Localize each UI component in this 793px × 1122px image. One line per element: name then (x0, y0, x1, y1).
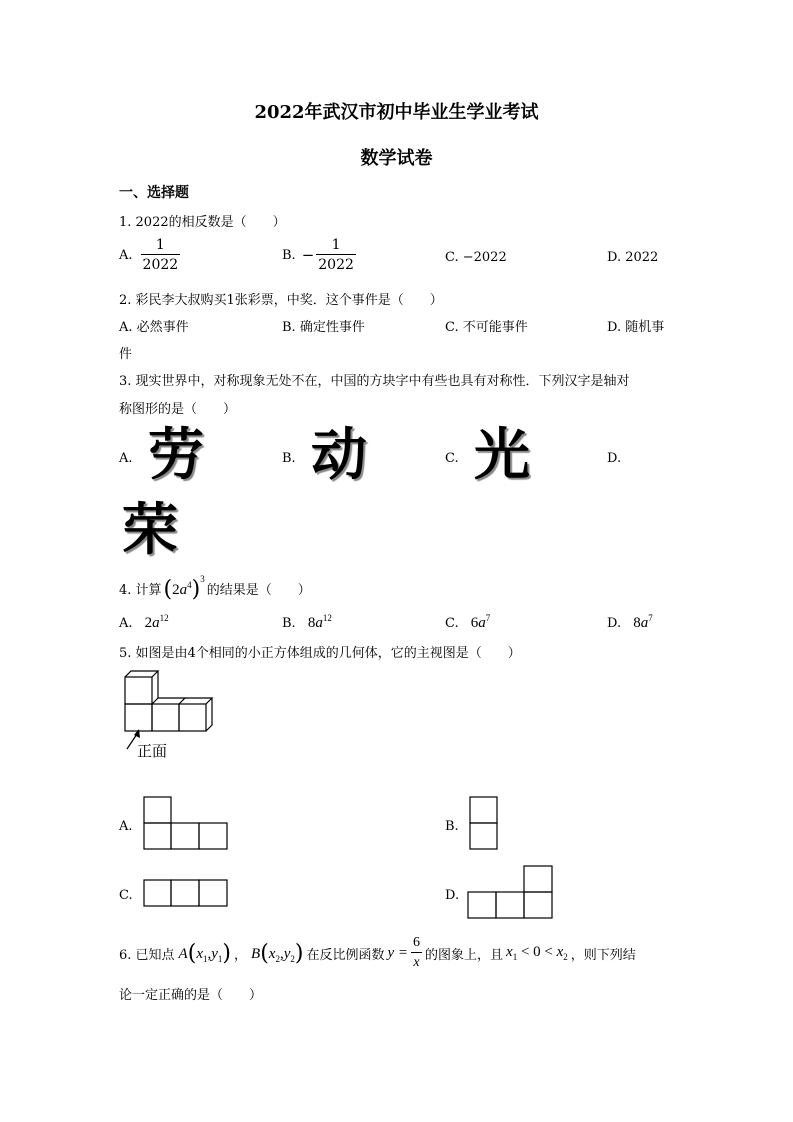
q1-option-a[interactable] (119, 238, 180, 272)
q5-option-b-label[interactable]: B. (445, 819, 459, 834)
exam-title: 2022年武汉市初中毕业生学业考试 (254, 102, 539, 123)
q1-option-c[interactable]: C. −2022 (445, 250, 507, 265)
q4-expression: $(2a^4)^3$ (163, 574, 205, 602)
numerator: 1 (331, 237, 341, 253)
numerator: 1 (155, 237, 165, 253)
fraction (141, 238, 181, 272)
q5-option-c-label[interactable]: C. (119, 888, 133, 903)
q5-option-a-figure[interactable] (143, 796, 229, 850)
function-expression: y = $\frac{6}{x}$ (387, 935, 421, 970)
point-a: $A(x_1,y_1)$ (178, 940, 231, 966)
q5-option-d-figure[interactable] (467, 865, 555, 919)
section-title: 一、选择题 (119, 185, 189, 201)
q4-stem-suffix: 的结果是（ ） (206, 582, 311, 598)
q4-option-c[interactable]: C. $6a^7$ (445, 613, 491, 631)
q6-suffix: ，则下列结 (570, 947, 636, 963)
q3-option-c-label[interactable]: C. (445, 451, 459, 466)
q4-option-d[interactable]: D. $8a^7$ (607, 613, 653, 631)
q3-stem-line1: 3. 现实世界中，对称现象无处不在，中国的方块字中有些也具有对称性．下列汉字是轴对 (119, 374, 630, 389)
minus-sign: − (301, 246, 315, 264)
q3-glyph-rong: 荣 (122, 498, 178, 563)
q4-option-b[interactable]: B. $8a^{12}$ (282, 613, 332, 631)
option-label: B. (282, 247, 296, 263)
q2-stem: 2. 彩民李大叔购买1张彩票，中奖．这个事件是（ ） (119, 293, 443, 308)
q6-mid2: 的图象上，且 (425, 947, 504, 963)
q6-stem-line1 (119, 936, 636, 970)
q3-option-a-label[interactable]: A. (119, 451, 133, 466)
q3-glyph-dong: 动 (311, 423, 367, 488)
q4-stem-prefix: 4. 计算 (119, 582, 162, 598)
q3-glyph-guang: 光 (474, 423, 530, 488)
q5-option-b-figure[interactable] (469, 796, 499, 850)
option-label: A. (119, 247, 133, 263)
q5-option-a-label[interactable]: A. (119, 819, 133, 834)
denominator: 2022 (316, 254, 356, 272)
point-b: $B(x_2,y_2)$ (251, 940, 304, 966)
q5-stem: 5. 如图是由4个相同的小正方体组成的几何体，它的主视图是（ ） (119, 646, 521, 661)
q2-option-a[interactable]: A. 必然事件 (119, 320, 189, 335)
q4-stem (119, 574, 311, 602)
q6-separator: ， (234, 947, 248, 963)
q3-stem-line2: 称图形的是（ ） (119, 402, 237, 417)
q6-stem-line2: 论一定正确的是（ ） (119, 988, 263, 1003)
q4-option-a[interactable]: A. $2a^{12}$ (119, 613, 169, 631)
front-label: 正面 (137, 742, 168, 760)
denominator: 2022 (141, 254, 181, 272)
q2-option-d-wrap: 件 (119, 347, 133, 362)
q6-prefix: 6. 已知点 (119, 947, 175, 963)
q5-option-d-label[interactable]: D. (445, 888, 460, 903)
q2-option-b[interactable]: B. 确定性事件 (282, 320, 365, 335)
q2-option-c[interactable]: C. 不可能事件 (445, 320, 528, 335)
q3-glyph-lao: 劳 (148, 423, 204, 488)
q1-stem: 1. 2022的相反数是（ ） (119, 215, 286, 230)
q3-option-b-label[interactable]: B. (282, 451, 296, 466)
q1-option-d[interactable]: D. 2022 (607, 250, 659, 265)
q5-option-c-figure[interactable] (143, 879, 229, 908)
q3-option-d-label[interactable]: D. (607, 451, 622, 466)
q6-mid: 在反比例函数 (306, 947, 385, 963)
exam-subtitle: 数学试卷 (360, 148, 433, 169)
q1-option-b[interactable] (282, 238, 356, 272)
inequality: $x_1 < 0 < x_2$ (506, 944, 568, 962)
q2-option-d[interactable]: D. 随机事 (607, 320, 665, 335)
fraction (316, 238, 356, 272)
